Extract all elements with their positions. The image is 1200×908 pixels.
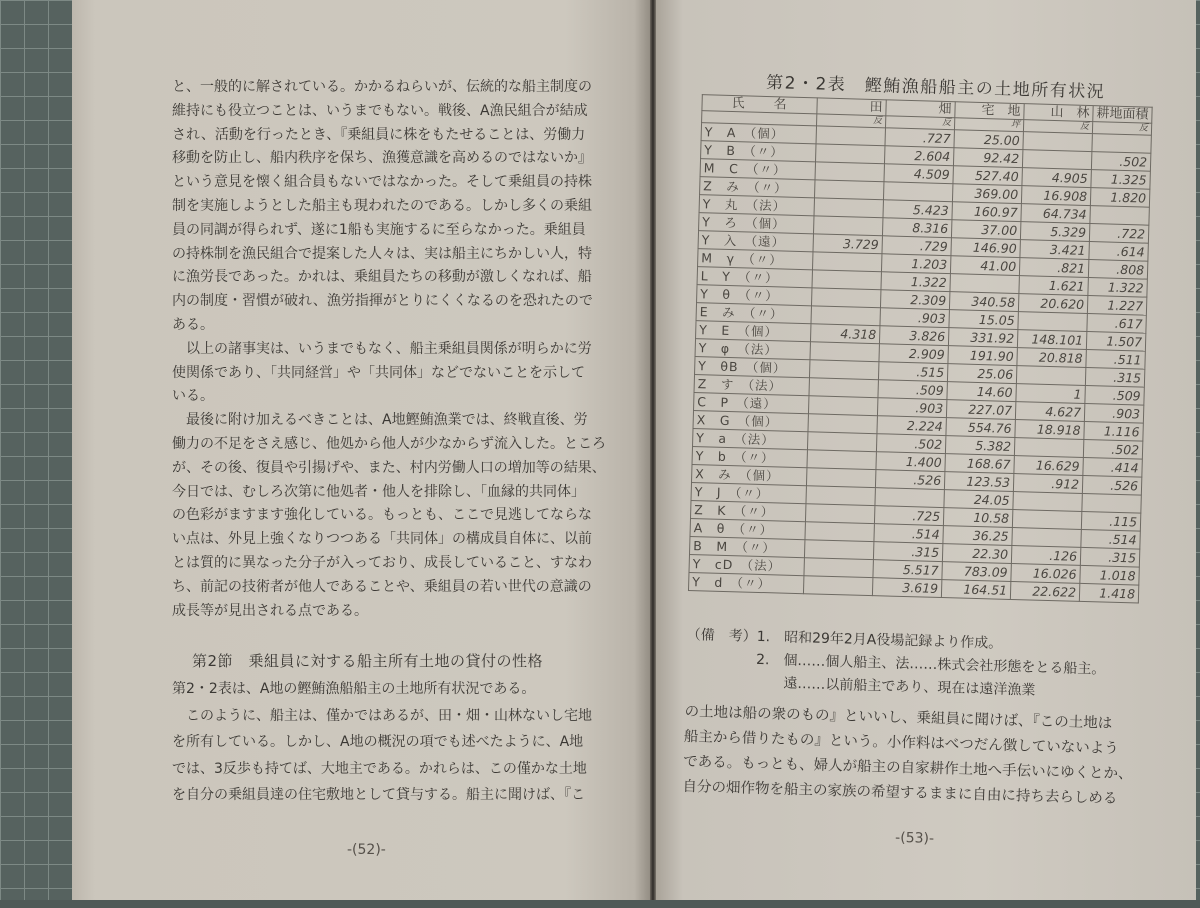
text-line: ある。 <box>172 316 214 333</box>
table-cell: Y J （〃） <box>691 483 806 504</box>
left-body-text <box>172 76 606 623</box>
column-header: 耕地面積 <box>1093 106 1152 124</box>
table-cell: .126 <box>1011 545 1080 565</box>
table-cell: .502 <box>1083 439 1142 459</box>
table-cell <box>808 414 877 434</box>
table-cell: 1.400 <box>876 452 945 472</box>
text-line: 成長等が見出される点である。 <box>172 602 368 619</box>
table-cell: .511 <box>1086 349 1145 369</box>
table-cell <box>883 182 952 202</box>
table-cell: 1.621 <box>1019 276 1088 296</box>
table-cell: 64.734 <box>1021 204 1090 224</box>
table-cell: .526 <box>875 470 944 490</box>
table-cell <box>804 540 873 560</box>
table-cell: 1.116 <box>1084 421 1143 441</box>
table-cell: X G （個） <box>693 411 808 432</box>
table-notes <box>685 624 1106 705</box>
table-title: 第2・2表 鰹鮪漁船船主の土地所有状況 <box>765 72 1106 103</box>
table-cell: .617 <box>1087 314 1146 334</box>
table-cell: 4.318 <box>810 324 879 344</box>
table-cell <box>806 486 875 506</box>
table-cell <box>815 180 884 200</box>
table-cell: .808 <box>1088 260 1147 280</box>
text-line: このように、船主は、僅かではあるが、田・畑・山林ないし宅地 <box>172 707 592 724</box>
table-cell <box>875 488 944 508</box>
table-cell <box>805 504 874 524</box>
right-body-text <box>682 700 1134 813</box>
table-cell <box>1023 132 1092 152</box>
table-cell: 1.227 <box>1087 296 1146 316</box>
table-cell: X み （個） <box>692 465 807 486</box>
table-cell: 2.909 <box>879 344 948 364</box>
text-line: 船主から借りたもの』という。小作料はべつだん徴していないよう <box>683 728 1119 758</box>
table-cell: 191.90 <box>948 346 1017 366</box>
table-cell: Y a （法） <box>693 429 808 450</box>
table-cell: 554.76 <box>946 418 1015 438</box>
table-cell: C P （遠） <box>694 393 809 414</box>
table-cell <box>804 558 873 578</box>
table-cell: 5.329 <box>1020 222 1089 242</box>
table-cell <box>810 342 879 362</box>
text-line: という意見を懐く組合員もないではなかった。そして乗組員の持株 <box>172 174 592 191</box>
table-cell: 25.00 <box>954 130 1023 150</box>
text-line: 移動を防止し、船内秩序を保ち、漁獲意識を高めるのではないか』 <box>172 150 592 167</box>
table-cell: .614 <box>1089 242 1148 262</box>
table-cell: 369.00 <box>952 184 1021 204</box>
table-cell: .315 <box>1085 367 1144 387</box>
table-cell <box>1013 492 1082 512</box>
table-cell: L Y （〃） <box>697 267 812 288</box>
table-cell <box>1012 510 1081 530</box>
text-line: 働力の不足をさえ感じ、他処から他人が少なからず流入した。ところ <box>172 435 606 452</box>
land-ownership-table <box>688 94 1153 603</box>
table-cell: 160.97 <box>952 202 1021 222</box>
table-cell: .903 <box>880 308 949 328</box>
table-cell: 22.30 <box>942 544 1011 564</box>
section-heading: 第2節 乗組員に対する船主所有土地の貸付の性格 <box>192 652 544 670</box>
table-cell <box>950 274 1019 294</box>
table-cell: Y 入 （遠） <box>698 231 813 252</box>
page-number-left: -(52)- <box>347 842 386 858</box>
table-cell: Y cD （法） <box>689 554 804 575</box>
table-cell: .526 <box>1082 475 1141 495</box>
table-cell <box>1092 134 1151 154</box>
table-cell <box>1014 438 1083 458</box>
table-cell: 783.09 <box>942 562 1011 582</box>
table-cell: 16.629 <box>1014 456 1083 476</box>
text-line: され、活動を行ったとき、『乗組員に株をもたせることは、労働力 <box>172 126 586 143</box>
table-cell: 14.60 <box>947 382 1016 402</box>
table-cell: 2.309 <box>880 290 949 310</box>
table-cell: 4.627 <box>1015 402 1084 422</box>
table-cell: 10.58 <box>943 508 1012 528</box>
table-cell: 1.507 <box>1086 332 1145 352</box>
left-page <box>72 0 652 900</box>
right-page <box>656 0 1196 900</box>
table-cell: 1.203 <box>881 254 950 274</box>
table-cell <box>806 468 875 488</box>
text-line: い点は、外見上強くなりつつある「共同体」の構成員自体に、以前 <box>172 531 592 548</box>
column-header: 氏 名 <box>702 95 817 114</box>
table-cell: 527.40 <box>953 166 1022 186</box>
table-cell <box>803 576 872 596</box>
table-cell: 41.00 <box>950 256 1019 276</box>
text-line: 員の同調が得られず、遂に1船も実施するに至らなかった。乗組員 <box>172 221 586 238</box>
table-cell: .722 <box>1089 224 1148 244</box>
table-cell <box>814 198 883 218</box>
table-cell: .821 <box>1019 258 1088 278</box>
table-cell: .725 <box>874 506 943 526</box>
table-cell: 18.918 <box>1015 420 1084 440</box>
text-line: 内の制度・習慣が破れ、漁労指揮がとりにくくなるのを恐れたので <box>172 293 593 310</box>
page-number-right: -(53)- <box>894 829 935 847</box>
table-cell: 1.018 <box>1080 565 1139 585</box>
table-cell: 168.67 <box>945 454 1014 474</box>
text-line: の色彩がますます強化している。もっとも、ここで見逃してならな <box>172 507 592 524</box>
table-cell: 4.509 <box>884 164 953 184</box>
table-cell: 37.00 <box>951 220 1020 240</box>
table-cell <box>1012 528 1081 548</box>
text-line: 2. 個……個人船主、法……株式会社形態をとる船主。 <box>685 649 1106 678</box>
table-cell: 1.418 <box>1079 583 1138 603</box>
table-cell: B M （〃） <box>689 537 804 558</box>
table-cell: Y A （個） <box>701 123 816 144</box>
unit-label: 反 <box>817 114 886 128</box>
unit-label: 坪 <box>954 118 1023 132</box>
table-cell <box>805 522 874 542</box>
table-cell <box>816 126 885 146</box>
table-cell: .727 <box>885 128 954 148</box>
table-cell: Y θ （〃） <box>697 285 812 306</box>
table-cell <box>816 144 885 164</box>
column-header: 宅 地 <box>955 102 1024 120</box>
table-cell: Y B （〃） <box>701 141 816 162</box>
table-cell: 2.224 <box>877 416 946 436</box>
table-cell: 331.92 <box>948 328 1017 348</box>
table-cell: Y d （〃） <box>688 572 803 593</box>
text-line: ち、前記の技術者が他人であることや、乗組員の若い世代の意識の <box>172 578 592 595</box>
table-cell: Z み （〃） <box>700 177 815 198</box>
table-cell: 1.820 <box>1090 188 1149 208</box>
table-cell: .514 <box>1081 529 1140 549</box>
table-cell: 1 <box>1016 384 1085 404</box>
table-cell: Z す （法） <box>694 375 809 396</box>
table-cell: .502 <box>876 434 945 454</box>
table-cell: M γ （〃） <box>698 249 813 270</box>
table-cell: 1.325 <box>1091 170 1150 190</box>
table-cell <box>1016 366 1085 386</box>
table-cell <box>809 378 878 398</box>
text-line: 最後に附け加えるべきことは、A地鰹鮪漁業では、終戦直後、労 <box>172 412 588 429</box>
table-cell: 20.620 <box>1018 294 1087 314</box>
table-cell: 8.316 <box>882 218 951 238</box>
table-cell <box>815 162 884 182</box>
table-cell: .315 <box>873 542 942 562</box>
table-cell <box>812 252 881 272</box>
table-cell: 1.322 <box>1088 278 1147 298</box>
table-cell: .502 <box>1091 152 1150 172</box>
text-line: 維持にも役立つことは、いうまでもない。戦後、A漁民組合が結成 <box>172 102 588 119</box>
text-line: 以上の諸事実は、いうまでもなく、船主乗組員関係が明らかに労 <box>172 340 592 357</box>
table-cell: 16.026 <box>1011 563 1080 583</box>
table-cell <box>811 306 880 326</box>
text-line: の土地は船の衆のもの』といいし、乗組員に聞けば、『この土地は <box>684 703 1113 732</box>
text-line: 制を実施しようとした船主も現われたのである。しかし多くの乗組 <box>172 197 592 214</box>
table-cell: .515 <box>878 362 947 382</box>
table-cell: 146.90 <box>951 238 1020 258</box>
table-cell: 24.05 <box>944 490 1013 510</box>
table-cell: 5.423 <box>883 200 952 220</box>
table-cell: 4.905 <box>1022 168 1091 188</box>
table-cell: 36.25 <box>943 526 1012 546</box>
table-cell: E み （〃） <box>696 303 811 324</box>
table-cell: .509 <box>1085 385 1144 405</box>
table-cell <box>1018 312 1087 332</box>
table-cell: 148.101 <box>1017 330 1086 350</box>
text-line: 第2・2表は、A地の鰹鮪漁船船主の土地所有状況である。 <box>172 681 536 697</box>
table-cell <box>808 396 877 416</box>
table-cell: 22.622 <box>1010 581 1079 601</box>
column-header: 山 林 <box>1024 104 1093 122</box>
table-cell: Y φ （法） <box>695 339 810 360</box>
table-cell: 2.604 <box>884 146 953 166</box>
table-cell <box>813 216 882 236</box>
table-cell: A θ （〃） <box>690 519 805 540</box>
table-cell: .115 <box>1081 511 1140 531</box>
table-cell: 25.06 <box>947 364 1016 384</box>
table-cell: 3.619 <box>872 578 941 598</box>
table-cell: M C （〃） <box>700 159 815 180</box>
text-line: と、一般的に解されている。かかるねらいが、伝統的な船主制度の <box>172 79 592 95</box>
table-cell: .315 <box>1080 547 1139 567</box>
text-line: を所有している。しかし、A地の概況の項でも述べたように、A地 <box>172 734 584 751</box>
column-header: 畑 <box>886 100 955 118</box>
table-cell: 123.53 <box>944 472 1013 492</box>
table-cell <box>1022 150 1091 170</box>
text-line: 遠……以前船主であり、現在は遠洋漁業 <box>685 672 1036 699</box>
text-line: に漁労長であった。かれは、乗組員たちの移動が激しくなれば、船 <box>172 269 592 286</box>
text-line: とは質的に異なった分子が入っており、成長していること、すなわ <box>172 554 592 571</box>
table-cell <box>812 270 881 290</box>
table-cell: 16.908 <box>1021 186 1090 206</box>
table-cell: Z K （〃） <box>691 501 806 522</box>
text-line: いる。 <box>172 388 214 405</box>
text-line: （備 考）1. 昭和29年2月A役場記録より作成。 <box>686 626 1003 652</box>
table-cell: Y 丸 （法） <box>699 195 814 216</box>
table-cell: .912 <box>1013 474 1082 494</box>
table-cell: 92.42 <box>953 148 1022 168</box>
unit-label: 反 <box>1023 120 1092 134</box>
text-line: の持株制を漁民組合で提案した人々は、実は船主にちかしい人，特 <box>172 245 592 262</box>
table-cell: Y E （個） <box>696 321 811 342</box>
table-cell: 3.826 <box>879 326 948 346</box>
table-cell: .509 <box>878 380 947 400</box>
table-cell <box>807 432 876 452</box>
text-line: では、3反歩も持てば、大地主である。かれらは、この僅かな土地 <box>172 760 587 777</box>
table-cell: 3.729 <box>813 234 882 254</box>
table-cell: .903 <box>1084 403 1143 423</box>
text-line: である。もっとも、婦人が船主の自家耕作土地へ手伝いにゆくとか、 <box>682 753 1133 783</box>
table-cell <box>807 450 876 470</box>
table-cell: 3.421 <box>1020 240 1089 260</box>
table-cell: Y θB （個） <box>695 357 810 378</box>
table-cell: 15.05 <box>949 310 1018 330</box>
table-cell: 227.07 <box>946 400 1015 420</box>
table-cell: Y ろ （個） <box>699 213 814 234</box>
text-line: 今日では、むしろ次第に他処者・他人を排除し、「血縁的共同体」 <box>172 483 585 500</box>
text-line: 自分の畑作物を船主の家族の希望するままに自由に持ち去らしめる <box>682 778 1118 808</box>
text-line: を自分の乗組員達の住宅敷地として貸与する。船主に聞けば、『こ <box>172 787 585 804</box>
table-cell <box>1082 493 1141 513</box>
left-body-text-2 <box>172 676 592 809</box>
table-cell: .729 <box>882 236 951 256</box>
table-cell: 1.322 <box>881 272 950 292</box>
table-cell: .514 <box>874 524 943 544</box>
column-header: 田 <box>817 98 886 116</box>
table-cell: .414 <box>1083 457 1142 477</box>
table-cell <box>1090 206 1149 226</box>
table-cell <box>809 360 878 380</box>
table-cell: 5.382 <box>945 436 1014 456</box>
text-line: が、その後、復員や引揚げや、また、村内労働人口の増加等の結果、 <box>172 459 606 476</box>
table-cell: 164.51 <box>941 580 1010 600</box>
unit-label: 反 <box>1092 122 1151 136</box>
text-line: 使関係であり、「共同経営」や「共同体」などでないことを示して <box>172 364 585 381</box>
table-cell <box>811 288 880 308</box>
table-cell: 340.58 <box>949 292 1018 312</box>
table-cell: Y b （〃） <box>692 447 807 468</box>
table-cell: 20.818 <box>1017 348 1086 368</box>
table-cell: .903 <box>877 398 946 418</box>
unit-label: 反 <box>885 116 954 130</box>
table-cell: 5.517 <box>873 560 942 580</box>
